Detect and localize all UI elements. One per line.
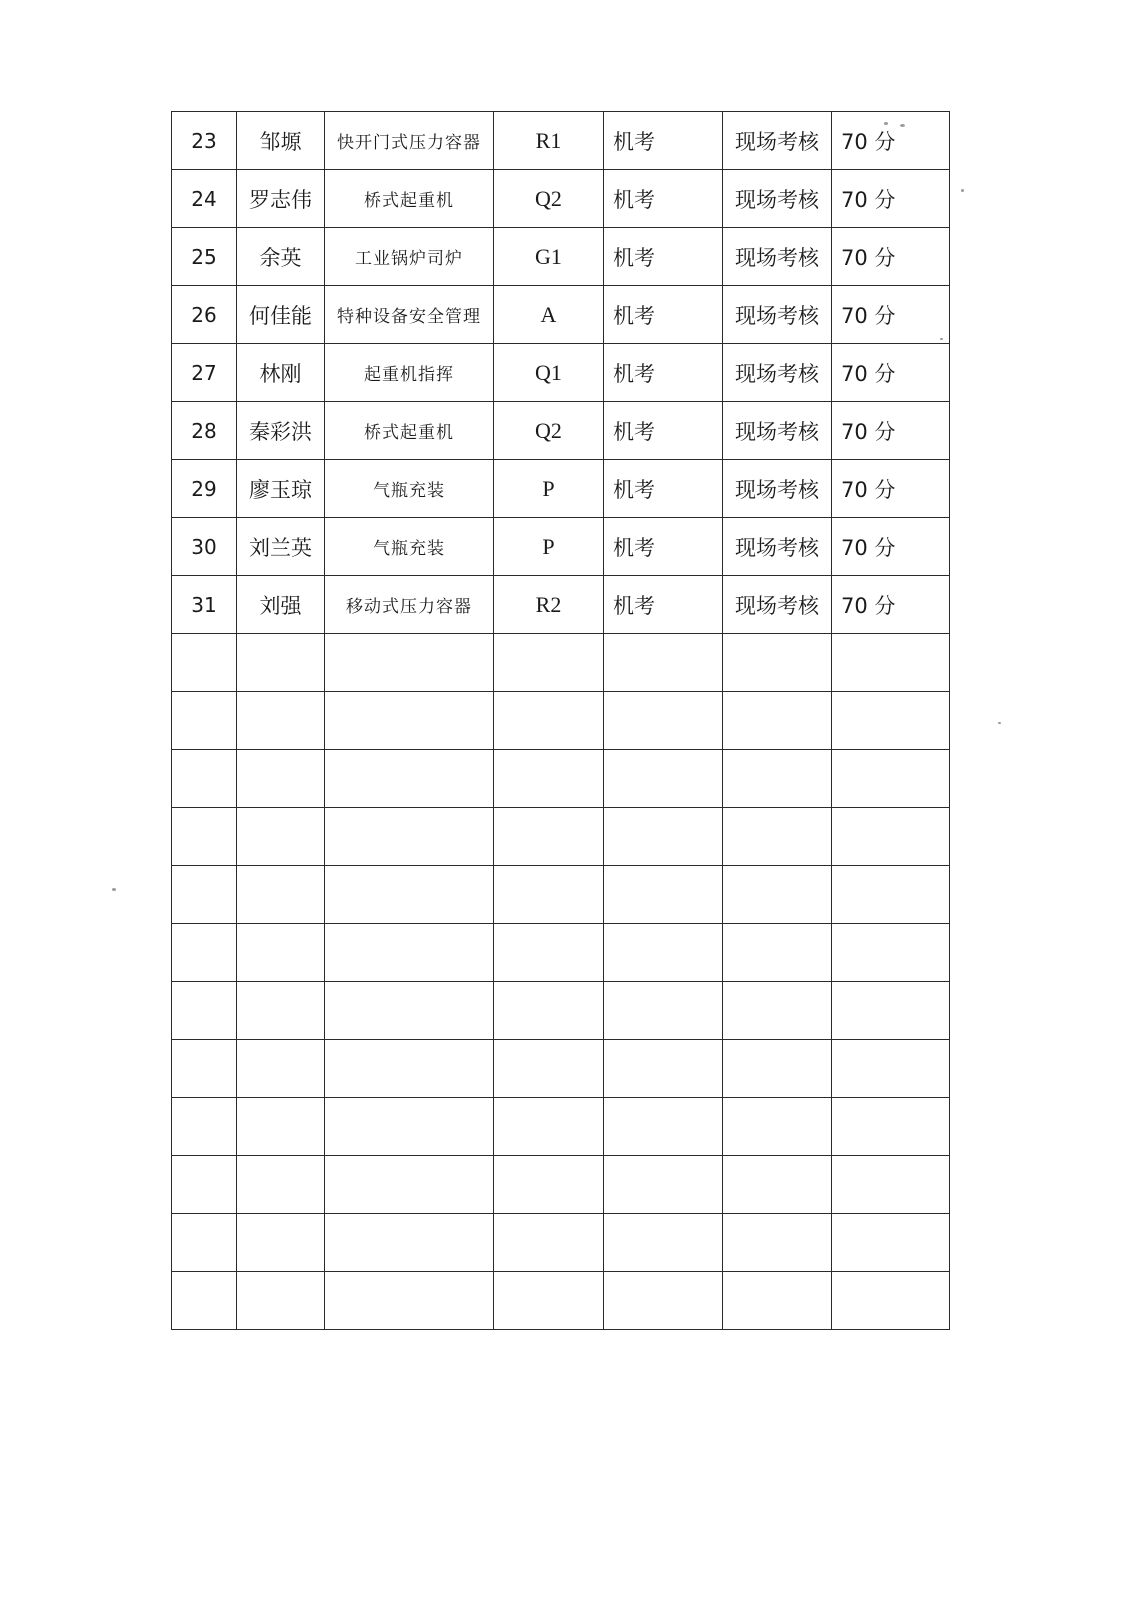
cell-exam-method	[604, 1040, 723, 1098]
candidate-table-body	[172, 112, 950, 1330]
cell-name: 林刚	[237, 344, 325, 402]
cell-name	[237, 1156, 325, 1214]
cell-operation-type: 起重机指挥	[325, 344, 494, 402]
cell-number: 25	[172, 228, 237, 286]
cell-exam-method	[604, 1156, 723, 1214]
cell-practical-method: 现场考核	[723, 112, 832, 170]
cell-category-code: R2	[494, 576, 604, 634]
cell-name	[237, 634, 325, 692]
cell-name	[237, 924, 325, 982]
cell-category-code: Q2	[494, 170, 604, 228]
cell-pass-score	[832, 1214, 950, 1272]
cell-practical-method: 现场考核	[723, 460, 832, 518]
cell-name	[237, 808, 325, 866]
cell-name	[237, 1040, 325, 1098]
cell-exam-method: 机考	[604, 170, 723, 228]
cell-category-code: P	[494, 460, 604, 518]
cell-exam-method	[604, 1214, 723, 1272]
table-row	[172, 576, 950, 634]
cell-category-code: P	[494, 518, 604, 576]
cell-pass-score	[832, 1098, 950, 1156]
cell-operation-type: 工业锅炉司炉	[325, 228, 494, 286]
cell-practical-method: 现场考核	[723, 576, 832, 634]
cell-category-code	[494, 924, 604, 982]
cell-category-code	[494, 634, 604, 692]
cell-practical-method: 现场考核	[723, 170, 832, 228]
scan-speck	[884, 122, 888, 125]
cell-name	[237, 692, 325, 750]
table-row	[172, 170, 950, 228]
cell-category-code: R1	[494, 112, 604, 170]
table-row	[172, 924, 950, 982]
cell-practical-method: 现场考核	[723, 344, 832, 402]
cell-practical-method: 现场考核	[723, 286, 832, 344]
cell-pass-score: 70 分	[832, 402, 950, 460]
scan-speck	[900, 124, 905, 127]
cell-practical-method: 现场考核	[723, 518, 832, 576]
cell-category-code	[494, 1156, 604, 1214]
cell-name: 余英	[237, 228, 325, 286]
table-row	[172, 866, 950, 924]
cell-category-code: Q1	[494, 344, 604, 402]
cell-operation-type	[325, 1040, 494, 1098]
cell-practical-method	[723, 866, 832, 924]
cell-operation-type: 移动式压力容器	[325, 576, 494, 634]
cell-operation-type	[325, 982, 494, 1040]
cell-category-code	[494, 1272, 604, 1330]
cell-exam-method	[604, 692, 723, 750]
cell-pass-score: 70 分	[832, 344, 950, 402]
cell-exam-method	[604, 634, 723, 692]
table-row	[172, 634, 950, 692]
cell-number	[172, 808, 237, 866]
table-row	[172, 808, 950, 866]
cell-exam-method	[604, 866, 723, 924]
cell-exam-method: 机考	[604, 112, 723, 170]
cell-number	[172, 634, 237, 692]
table-row	[172, 692, 950, 750]
cell-practical-method	[723, 634, 832, 692]
scan-speck	[998, 722, 1001, 724]
cell-operation-type	[325, 634, 494, 692]
table-row	[172, 460, 950, 518]
scan-speck	[940, 338, 943, 340]
cell-number: 27	[172, 344, 237, 402]
cell-pass-score	[832, 924, 950, 982]
table-row	[172, 750, 950, 808]
cell-practical-method	[723, 1214, 832, 1272]
cell-pass-score	[832, 866, 950, 924]
cell-practical-method	[723, 1098, 832, 1156]
cell-number	[172, 750, 237, 808]
table-row	[172, 402, 950, 460]
cell-exam-method: 机考	[604, 228, 723, 286]
table-row	[172, 228, 950, 286]
cell-exam-method	[604, 1272, 723, 1330]
cell-number	[172, 866, 237, 924]
table-row	[172, 286, 950, 344]
cell-name: 廖玉琼	[237, 460, 325, 518]
scan-speck	[112, 888, 116, 891]
cell-practical-method: 现场考核	[723, 228, 832, 286]
cell-category-code: A	[494, 286, 604, 344]
cell-name: 刘强	[237, 576, 325, 634]
cell-category-code: Q2	[494, 402, 604, 460]
cell-practical-method	[723, 924, 832, 982]
cell-category-code	[494, 982, 604, 1040]
cell-category-code	[494, 1040, 604, 1098]
cell-exam-method: 机考	[604, 576, 723, 634]
cell-pass-score	[832, 1156, 950, 1214]
table-row	[172, 518, 950, 576]
cell-practical-method	[723, 692, 832, 750]
cell-pass-score	[832, 1272, 950, 1330]
cell-number	[172, 982, 237, 1040]
cell-number: 23	[172, 112, 237, 170]
cell-operation-type: 特种设备安全管理	[325, 286, 494, 344]
cell-name: 秦彩洪	[237, 402, 325, 460]
cell-number: 24	[172, 170, 237, 228]
cell-category-code	[494, 808, 604, 866]
cell-operation-type: 气瓶充装	[325, 460, 494, 518]
cell-pass-score	[832, 1040, 950, 1098]
cell-practical-method	[723, 808, 832, 866]
cell-practical-method	[723, 1272, 832, 1330]
cell-operation-type: 桥式起重机	[325, 402, 494, 460]
cell-number: 28	[172, 402, 237, 460]
table-row	[172, 1040, 950, 1098]
cell-operation-type	[325, 1272, 494, 1330]
table-row	[172, 1156, 950, 1214]
cell-practical-method: 现场考核	[723, 402, 832, 460]
cell-operation-type: 气瓶充装	[325, 518, 494, 576]
cell-name	[237, 982, 325, 1040]
cell-number	[172, 1098, 237, 1156]
cell-pass-score: 70 分	[832, 170, 950, 228]
cell-exam-method: 机考	[604, 518, 723, 576]
cell-category-code	[494, 692, 604, 750]
cell-name: 何佳能	[237, 286, 325, 344]
cell-number	[172, 924, 237, 982]
cell-number	[172, 1272, 237, 1330]
cell-operation-type	[325, 1098, 494, 1156]
cell-practical-method	[723, 1156, 832, 1214]
table-row	[172, 1272, 950, 1330]
cell-operation-type	[325, 924, 494, 982]
cell-pass-score: 70 分	[832, 576, 950, 634]
cell-pass-score	[832, 808, 950, 866]
cell-name	[237, 866, 325, 924]
cell-practical-method	[723, 1040, 832, 1098]
cell-exam-method: 机考	[604, 344, 723, 402]
cell-name	[237, 1214, 325, 1272]
cell-exam-method: 机考	[604, 402, 723, 460]
cell-name: 邹塬	[237, 112, 325, 170]
table-row	[172, 1214, 950, 1272]
candidate-table	[171, 111, 950, 1330]
cell-pass-score	[832, 982, 950, 1040]
cell-operation-type: 快开门式压力容器	[325, 112, 494, 170]
cell-number	[172, 1214, 237, 1272]
cell-exam-method: 机考	[604, 286, 723, 344]
table-row	[172, 1098, 950, 1156]
cell-pass-score: 70 分	[832, 286, 950, 344]
cell-name	[237, 750, 325, 808]
cell-operation-type: 桥式起重机	[325, 170, 494, 228]
cell-name: 罗志伟	[237, 170, 325, 228]
cell-pass-score	[832, 692, 950, 750]
cell-operation-type	[325, 692, 494, 750]
cell-pass-score: 70 分	[832, 518, 950, 576]
cell-name	[237, 1272, 325, 1330]
cell-pass-score: 70 分	[832, 228, 950, 286]
cell-number: 31	[172, 576, 237, 634]
cell-category-code	[494, 1214, 604, 1272]
table-row	[172, 112, 950, 170]
cell-exam-method	[604, 750, 723, 808]
cell-category-code	[494, 1098, 604, 1156]
cell-exam-method	[604, 982, 723, 1040]
cell-pass-score: 70 分	[832, 112, 950, 170]
cell-operation-type	[325, 1214, 494, 1272]
cell-operation-type	[325, 808, 494, 866]
cell-number: 30	[172, 518, 237, 576]
cell-operation-type	[325, 750, 494, 808]
cell-operation-type	[325, 866, 494, 924]
cell-category-code: G1	[494, 228, 604, 286]
cell-category-code	[494, 750, 604, 808]
cell-number: 26	[172, 286, 237, 344]
cell-exam-method	[604, 808, 723, 866]
cell-exam-method	[604, 924, 723, 982]
cell-exam-method	[604, 1098, 723, 1156]
cell-number	[172, 1156, 237, 1214]
table-row	[172, 982, 950, 1040]
cell-practical-method	[723, 750, 832, 808]
scan-speck	[961, 189, 964, 192]
cell-pass-score	[832, 634, 950, 692]
cell-category-code	[494, 866, 604, 924]
cell-operation-type	[325, 1156, 494, 1214]
cell-number	[172, 692, 237, 750]
cell-name: 刘兰英	[237, 518, 325, 576]
cell-exam-method: 机考	[604, 460, 723, 518]
cell-pass-score: 70 分	[832, 460, 950, 518]
table-row	[172, 344, 950, 402]
cell-number	[172, 1040, 237, 1098]
cell-pass-score	[832, 750, 950, 808]
cell-practical-method	[723, 982, 832, 1040]
cell-name	[237, 1098, 325, 1156]
cell-number: 29	[172, 460, 237, 518]
